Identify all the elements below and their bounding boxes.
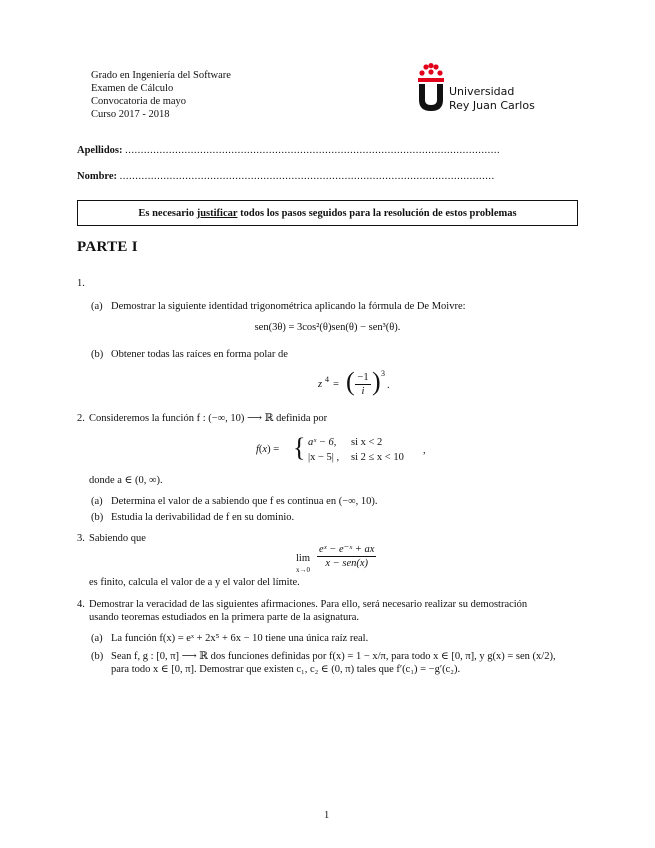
instruction-text-before: Es necesario — [138, 207, 197, 219]
degree-line: Grado en Ingeniería del Software — [91, 70, 231, 81]
problem-3-number: 3. — [77, 533, 85, 544]
page-number: 1 — [324, 810, 330, 821]
case-2-expr: |x − 5| , — [308, 452, 340, 463]
limit-numerator: eˣ − e⁻ˣ + ax — [319, 544, 375, 555]
instruction-text-after: todos los pasos seguidos para la resolución de estos problemas — [237, 207, 517, 219]
problem-4b-line2: para todo x ∈ [0, π]. Demostrar que existen c₁, c₂ ∈ (0, π) tales que f′(c₁) = −g′(c₂). — [111, 664, 461, 675]
problem-2a-label: (a) — [91, 496, 103, 507]
surname-dots: ........................................................................................................................ — [125, 145, 501, 156]
surname-field[interactable] — [77, 145, 500, 156]
session-line: Convocatoria de mayo — [91, 96, 187, 107]
problem-2b-label: (b) — [91, 512, 104, 523]
logo-text-line2: Rey Juan Carlos — [449, 99, 535, 112]
problem-2b-text: Estudia la derivabilidad de f en su dominio. — [111, 512, 295, 523]
problem-4b-label: (b) — [91, 651, 104, 662]
name-dots: ........................................................................................................................ — [119, 171, 495, 182]
problem-1a-label: (a) — [91, 301, 103, 312]
case-2-cond: si 2 ≤ x < 10 — [351, 452, 404, 463]
instruction-emphasis: justificar — [196, 207, 238, 219]
limit-subscript: x→0 — [296, 566, 310, 574]
problem-4-number: 4. — [77, 599, 85, 610]
problem-2-where: donde a ∈ (0, ∞). — [89, 475, 163, 486]
problem-1a-formula: sen(3θ) = 3cos²(θ)sen(θ) − sen³(θ). — [254, 322, 401, 333]
problem-2-number: 2. — [77, 413, 85, 424]
problem-3-outro: es finito, calcula el valor de a y el valor del límite. — [89, 577, 300, 588]
problem-1b-text: Obtener todas las raíces en forma polar de — [111, 349, 288, 360]
logo-text-line1: Universidad — [449, 85, 515, 98]
problem-2-piecewise: f(x) = { aˣ − 6, si x < 2 |x − 5| , si 2 ≤ x < 10 , — [256, 433, 426, 463]
problem-4a-label: (a) — [91, 633, 103, 644]
limit-denominator: x − sen(x) — [325, 558, 369, 569]
problem-4-intro-line1: Demostrar la veracidad de las siguientes afirmaciones. Para ello, será necesario realizar su demostración — [89, 599, 528, 610]
exam-line: Examen de Cálculo — [91, 83, 174, 94]
header-block — [91, 69, 231, 121]
problem-1b-label: (b) — [91, 349, 104, 360]
problem-2a-text: Determina el valor de a sabiendo que f es continua en (−∞, 10). — [111, 496, 378, 507]
problem-4b-line1: Sean f, g : [0, π] ⟶ ℝ dos funciones definidas por f(x) = 1 − x/π, para todo x ∈ [0, π], y g(x) = sen (x/2), — [111, 651, 556, 662]
problem-3-intro: Sabiendo que — [89, 533, 146, 544]
part-title: PARTE I — [77, 239, 138, 255]
instruction-box — [77, 200, 578, 226]
name-field[interactable] — [77, 171, 495, 182]
surname-label: Apellidos: — [77, 145, 123, 156]
limit-word: lim — [296, 553, 311, 564]
problem-4a-text: La función f(x) = eˣ + 2x⁵ + 6x − 10 tiene una única raíz real. — [111, 633, 369, 644]
problem-1-number: 1. — [77, 278, 85, 289]
university-emblem-icon — [416, 63, 446, 111]
problem-4-intro-line2: usando teoremas estudiados en la primera parte de la asignatura. — [89, 612, 359, 623]
case-1-cond: si x < 2 — [351, 437, 383, 448]
problem-1a-text: Demostrar la siguiente identidad trigonométrica aplicando la fórmula de De Moivre: — [111, 301, 466, 312]
problem-2-intro: Consideremos la función f : (−∞, 10) ⟶ ℝ definida por — [89, 413, 328, 424]
year-line: Curso 2017 - 2018 — [91, 109, 170, 120]
name-label: Nombre: — [77, 171, 118, 182]
case-1-expr: aˣ − 6, — [308, 437, 337, 448]
university-logo — [416, 63, 536, 113]
